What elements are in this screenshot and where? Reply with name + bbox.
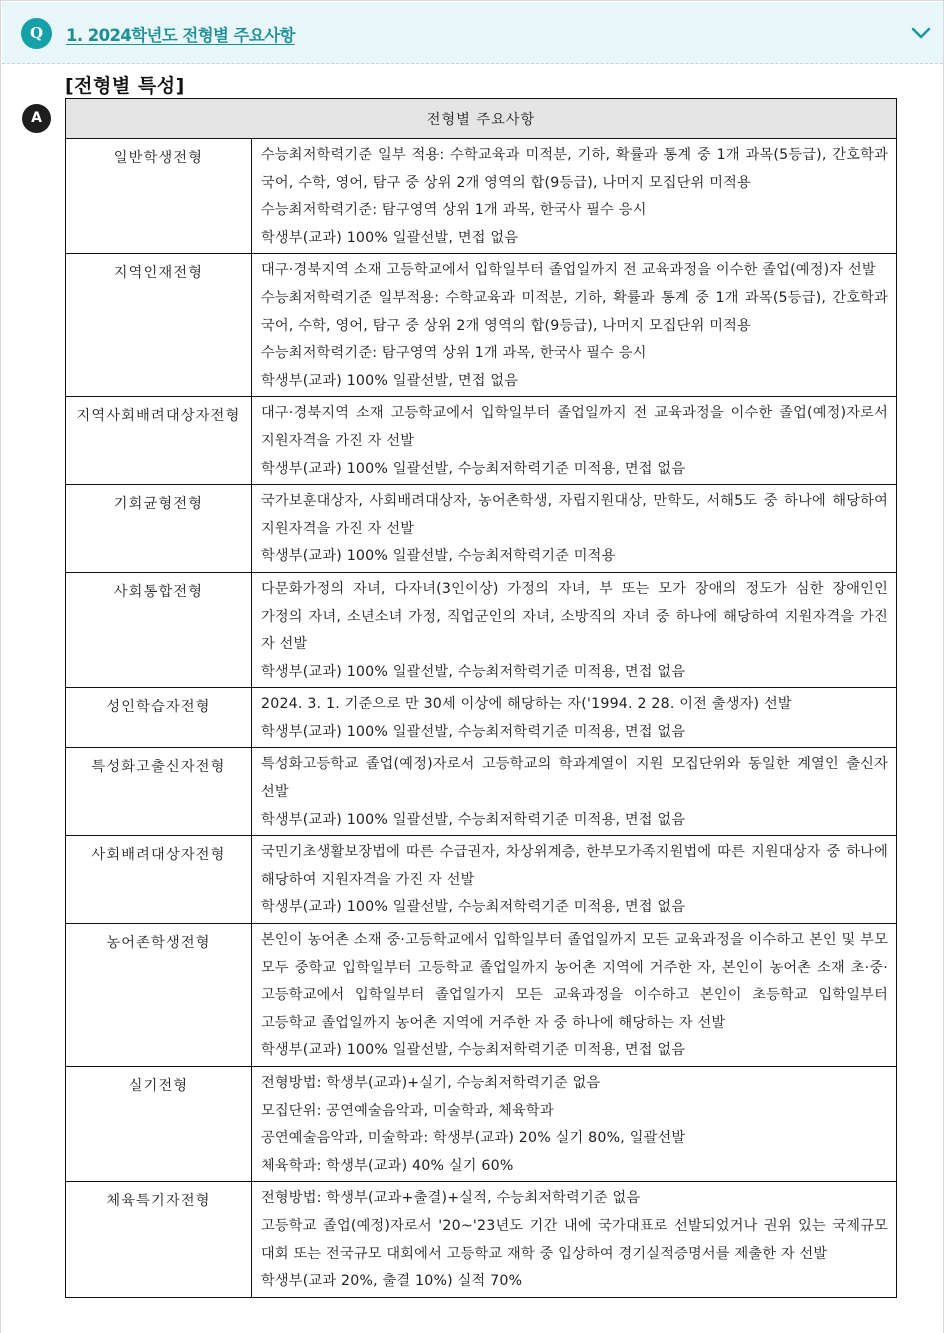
table-header: 전형별 주요사항 bbox=[66, 99, 897, 139]
table-body bbox=[66, 139, 897, 1298]
description-line: 수능최저학력기준: 탐구영역 상위 1개 과목, 한국사 필수 응시 bbox=[261, 202, 647, 219]
admission-type: 일반학생전형 bbox=[66, 139, 252, 254]
admission-description bbox=[252, 1067, 897, 1182]
admission-description bbox=[252, 139, 897, 254]
description-line: 학생부(교과) 100% 일괄선발, 수능최저학력기준 미적용 bbox=[261, 548, 616, 565]
admission-type: 성인학습자전형 bbox=[66, 688, 252, 748]
admission-type: 특성화고출신자전형 bbox=[66, 748, 252, 836]
description-line: 학생부(교과) 100% 일괄선발, 수능최저학력기준 미적용, 면접 없음 bbox=[261, 663, 686, 680]
description-line: 전형방법: 학생부(교과+출결)+실적, 수능최저학력기준 없음 bbox=[261, 1190, 641, 1207]
admission-description bbox=[252, 572, 897, 687]
description-line: 학생부(교과) 100% 일괄선발, 수능최저학력기준 미적용, 면접 없음 bbox=[261, 811, 686, 828]
admission-type: 사회배려대상자전형 bbox=[66, 836, 252, 924]
admission-type: 실기전형 bbox=[66, 1067, 252, 1182]
description-line: 국가보훈대상자, 사회배려대상자, 농어촌학생, 자립지원대상, 만학도, 서해5도 중 하나에 해당하여 지원자격을 가진 자 선발 bbox=[261, 493, 888, 537]
admission-type: 사회통합전형 bbox=[66, 572, 252, 687]
description-line: 수능최저학력기준 일부적용: 수학교육과 미적분, 기하, 확률과 통계 중 1개 과목(5등급), 간호학과 국어, 수학, 영어, 탐구 중 상위 2개 영역의 합(9등급), 나머지 모집단위 미적용 bbox=[261, 289, 888, 334]
table-row bbox=[66, 836, 897, 924]
table-row bbox=[66, 485, 897, 573]
answer-badge: A bbox=[22, 104, 51, 133]
description-line: 학생부(교과) 100% 일괄선발, 수능최저학력기준 미적용, 면접 없음 bbox=[261, 1042, 686, 1059]
table-row bbox=[66, 254, 897, 397]
admission-type: 지역사회배려대상자전형 bbox=[66, 397, 252, 485]
description-line: 본인이 농어촌 소재 중·고등학교에서 입학일부터 졸업일까지 모든 교육과정을 이수하고 본인 및 부모 모두 중학교 입학일부터 고등학교 졸업일까지 농어촌 지역에 거주한 자, 본인이 농어촌 소재 초·중·고등학교에서 입학일부터 졸업일가지 모든 교육과정을 이수하고 본인이 초등학교 입학일부터 고등학교 졸업일까지 농어촌 지역에 거주한 자 중 하나에 해당하는 자 선발 bbox=[261, 932, 888, 1031]
description-line: 다문화가정의 자녀, 다자녀(3인이상) 가정의 자녀, 부 또는 모가 장애의 정도가 심한 장애인인 가정의 자녀, 소년소녀 가정, 직업군인의 자녀, 소방직의 자녀 중 하나에 해당하여 지원자격을 가진 자 선발 bbox=[261, 580, 888, 653]
admission-types-table bbox=[65, 98, 897, 1298]
table-header-row bbox=[66, 99, 897, 139]
question-title-link[interactable]: 1. 2024학년도 전형별 주요사항 bbox=[66, 26, 295, 45]
admission-description bbox=[252, 924, 897, 1067]
admission-description bbox=[252, 836, 897, 924]
description-line: 수능최저학력기준: 탐구영역 상위 1개 과목, 한국사 필수 응시 bbox=[261, 345, 647, 362]
admission-type: 기회균형전형 bbox=[66, 485, 252, 573]
table-row bbox=[66, 572, 897, 687]
description-line: 2024. 3. 1. 기준으로 만 30세 이상에 해당하는 자('1994. 2 28. 이전 출생자) 선발 bbox=[261, 696, 792, 713]
admission-type: 농어존학생전형 bbox=[66, 924, 252, 1067]
admission-description bbox=[252, 254, 897, 397]
table-row bbox=[66, 924, 897, 1067]
table-row bbox=[66, 688, 897, 748]
description-line: 학생부(교과) 100% 일괄선발, 수능최저학력기준 미적용, 면접 없음 bbox=[261, 899, 686, 916]
admission-description bbox=[252, 688, 897, 748]
description-line: 국민기초생활보장법에 따른 수급권자, 차상위계층, 한부모가족지원법에 따른 지원대상자 중 하나에 해당하여 지원자격을 가진 자 선발 bbox=[261, 844, 888, 888]
admission-description bbox=[252, 485, 897, 573]
admission-type: 체육특기자전형 bbox=[66, 1182, 252, 1297]
description-line: 공연예술음악과, 미술학과: 학생부(교과) 20% 실기 80%, 일괄선발 bbox=[261, 1130, 686, 1147]
admission-type: 지역인재전형 bbox=[66, 254, 252, 397]
description-line: 고등학교 졸업(예정)자로서 '20~'23년도 기간 내에 국가대표로 선발되었거나 권위 있는 국제규모 대회 또는 전국규모 대회에서 고등학교 재학 중 입상하여 경기실적증명서를 제출한 자 선발 bbox=[261, 1217, 888, 1262]
chevron-down-icon[interactable] bbox=[910, 24, 932, 42]
description-line: 학생부(교과) 100% 일괄선발, 면접 없음 bbox=[261, 372, 519, 389]
question-header[interactable] bbox=[2, 2, 943, 64]
description-line: 체육학과: 학생부(교과) 40% 실기 60% bbox=[261, 1157, 514, 1174]
table-row bbox=[66, 1182, 897, 1297]
description-line: 학생부(교과 20%, 출결 10%) 실적 70% bbox=[261, 1273, 523, 1290]
table-row bbox=[66, 397, 897, 485]
table-row bbox=[66, 139, 897, 254]
admission-description bbox=[252, 397, 897, 485]
question-badge: Q bbox=[21, 18, 52, 49]
description-line: 특성화고등학교 졸업(예정)자로서 고등학교의 학과계열이 지원 모집단위와 동일한 계열인 출신자 선발 bbox=[261, 756, 888, 801]
description-line: 대구·경북지역 소재 고등학교에서 입학일부터 졸업일까지 전 교육과정을 이수한 졸업(예정)자 선발 bbox=[261, 262, 876, 279]
description-line: 전형방법: 학생부(교과)+실기, 수능최저학력기준 없음 bbox=[261, 1075, 601, 1091]
description-line: 대구·경북지역 소재 고등학교에서 입학일부터 졸업일까지 전 교육과정을 이수한 졸업(예정)자로서 지원자격을 가진 자 선발 bbox=[261, 405, 888, 449]
description-line: 학생부(교과) 100% 일괄선발, 수능최저학력기준 미적용, 면접 없음 bbox=[261, 723, 686, 740]
description-line: 학생부(교과) 100% 일괄선발, 수능최저학력기준 미적용, 면접 없음 bbox=[261, 460, 686, 477]
section-title: [전형별 특성] bbox=[65, 75, 185, 97]
description-line: 학생부(교과) 100% 일괄선발, 면접 없음 bbox=[261, 229, 519, 246]
table-row bbox=[66, 1067, 897, 1182]
admission-description bbox=[252, 1182, 897, 1297]
table-row bbox=[66, 748, 897, 836]
description-line: 모집단위: 공연예술음악과, 미술학과, 체육학과 bbox=[261, 1102, 554, 1119]
admission-description bbox=[252, 748, 897, 836]
description-line: 수능최저학력기준 일부 적용: 수학교육과 미적분, 기하, 확률과 통계 중 1개 과목(5등급), 간호학과 국어, 수학, 영어, 탐구 중 상위 2개 영역의 합(9등급), 나머지 모집단위 미적용 bbox=[261, 147, 888, 191]
